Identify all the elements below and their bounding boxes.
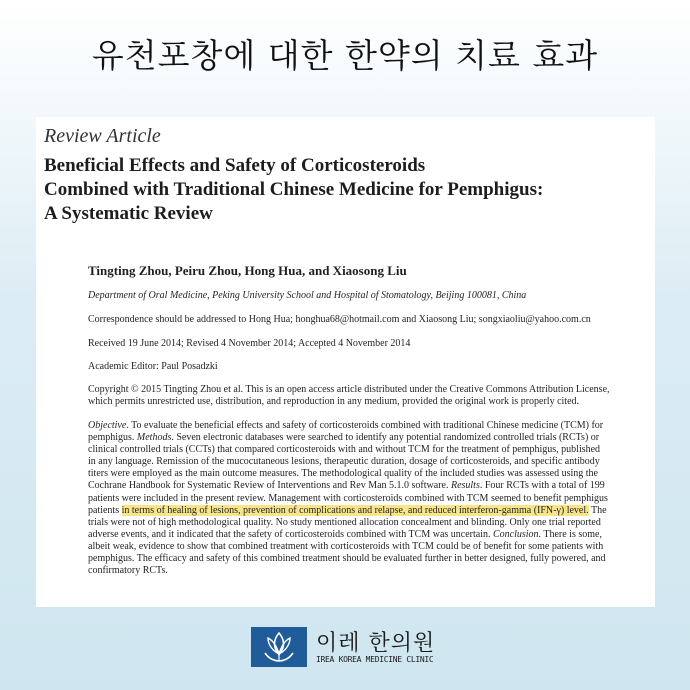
clinic-name: 이레 한의원	[316, 631, 436, 656]
article-title-line: Beneficial Effects and Safety of Corticosteroids	[44, 155, 426, 176]
abstract-line: albeit weak, evidence to show that combined treatment with corticosteroids with TCM could be of benefit for some patients with	[88, 540, 604, 552]
conclusion-label: Conclusion	[492, 528, 539, 540]
results-label: Results	[450, 480, 480, 492]
paper-excerpt	[36, 117, 655, 607]
article-title-line: Combined with Traditional Chinese Medicine for Pemphigus:	[44, 179, 544, 200]
clinic-subtitle: IREA KOREA MEDICINE CLINIC	[316, 655, 434, 664]
objective-label: Objective	[88, 420, 127, 431]
academic-editor: Academic Editor: Paul Posadzki	[88, 361, 218, 372]
abstract-line: in any language. Remission of the mucocutaneous lesions, therapeutic duration, dosage of corticosteroids, and specific antibody	[88, 456, 600, 468]
lotus-hands-icon	[251, 627, 307, 667]
abstract-line: pemphigus. Methods. Seven electronic databases were searched to identify any potential randomized controlled trials (RCTs) or	[88, 432, 600, 444]
article-affiliation: Department of Oral Medicine, Peking University School and Hospital of Stomatology, Beijing 100081, China	[88, 290, 527, 301]
abstract-line: trials were not of high methodological quality. No study mentioned allocation concealment and blinding. Only one trial reported	[88, 516, 601, 528]
abstract-line: confirmatory RCTs.	[88, 565, 168, 577]
abstract-line: titers were employed as the main outcome measures. The methodological quality of the included studies was assessed using the	[88, 468, 598, 480]
copyright-notice	[88, 384, 648, 408]
article-title-line: A Systematic Review	[44, 203, 213, 224]
article-title	[44, 154, 644, 226]
abstract-line: Cochrane Handbook for Systematic Review of Interventions and Rev Man 5.1.0 software. Results. Four RCTs with a total of 199	[88, 480, 605, 492]
abstract-line: clinical controlled trials (CCTs) that compared corticosteroids with and without TCM for the treatment of pemphigus, published	[88, 444, 601, 456]
article-abstract	[88, 420, 648, 577]
copyright-line: Copyright © 2015 Tingting Zhou et al. This is an open access article distributed under the Creative Commons Attribution License,	[88, 384, 610, 395]
highlighted-finding: in terms of healing of lesions, prevention of complications and relapse, and reduced interferon-gamma (IFN-γ) level.	[121, 504, 589, 516]
article-dates: Received 19 June 2014; Revised 4 November 2014; Accepted 4 November 2014	[88, 338, 411, 349]
article-authors: Tingting Zhou, Peiru Zhou, Hong Hua, and Xiaosong Liu	[88, 263, 407, 278]
abstract-line: adverse events, and it indicated that the safety of corticosteroids combined with TCM was uncertain. Conclusion. There is some,	[88, 528, 602, 540]
article-correspondence: Correspondence should be addressed to Hong Hua; honghua68@hotmail.com and Xiaosong Liu; songxiaoliu@yahoo.com.cn	[88, 314, 591, 325]
methods-label: Methods	[136, 432, 172, 444]
abstract-line: pemphigus. The efficacy and safety of this combined treatment should be evaluated further in better designed, fully powered, and	[88, 553, 606, 565]
article-type-label: Review Article	[44, 125, 161, 147]
page-headline: 유천포창에 대한 한약의 치료 효과	[91, 36, 599, 75]
abstract-line: patients were included in the present review. Management with corticosteroids combined with TCM seemed to benefit pemphigus	[88, 492, 608, 504]
abstract-line: patients in terms of healing of lesions, prevention of complications and relapse, and reduced interferon-gamma (IFN-γ) level. The	[88, 504, 607, 516]
copyright-line: which permits unrestricted use, distribution, and reproduction in any medium, provided the original work is properly cited.	[88, 396, 580, 407]
abstract-line: Objective. To evaluate the beneficial effects and safety of corticosteroids combined with traditional Chinese medicine (TCM) for	[88, 420, 604, 431]
